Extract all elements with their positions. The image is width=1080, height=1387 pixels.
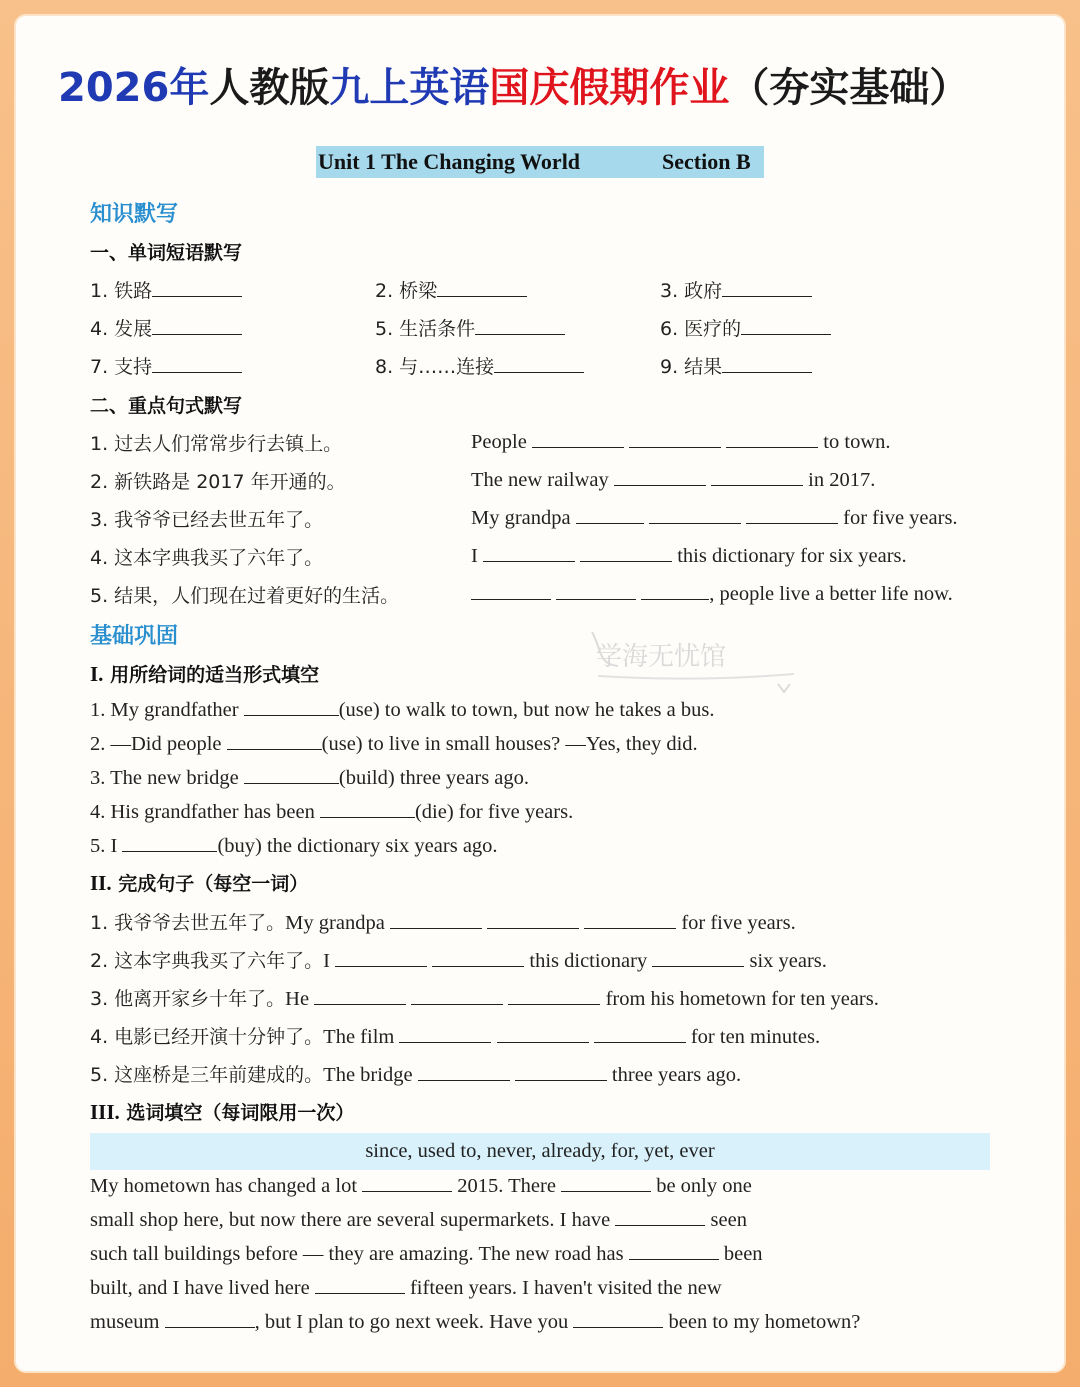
sentence-cn: 1. 过去人们常常步行去镇上。 bbox=[90, 433, 343, 455]
answer-blank[interactable] bbox=[741, 316, 831, 335]
answer-blank[interactable] bbox=[152, 278, 242, 297]
exercise-item: 4. His grandfather has been (die) for five years. bbox=[90, 801, 574, 823]
sentence-cn: 2. 新铁路是 2017 年开通的。 bbox=[90, 471, 346, 493]
sentence-en: I this dictionary for six years. bbox=[471, 545, 907, 567]
answer-blank[interactable] bbox=[314, 986, 406, 1005]
title-note: （夯实基础） bbox=[729, 65, 970, 111]
exercise-item: 3. 他离开家乡十年了。He from his hometown for ten years. bbox=[90, 988, 879, 1010]
vocab-item: 3. 政府 bbox=[660, 276, 812, 303]
sentence-en: The new railway in 2017. bbox=[471, 469, 876, 491]
answer-blank[interactable] bbox=[615, 1207, 705, 1226]
answer-blank[interactable] bbox=[487, 910, 579, 929]
vocab-item: 4. 发展 bbox=[90, 314, 242, 341]
vocab-item: 9. 结果 bbox=[660, 352, 812, 379]
exercise-item: 2. —Did people (use) to live in small houses? —Yes, they did. bbox=[90, 733, 698, 755]
answer-blank[interactable] bbox=[320, 799, 415, 818]
answer-blank[interactable] bbox=[573, 1309, 663, 1328]
answer-blank[interactable] bbox=[641, 581, 709, 600]
part1-heading: I. 用所给词的适当形式填空 bbox=[90, 662, 320, 686]
answer-blank[interactable] bbox=[315, 1275, 405, 1294]
answer-blank[interactable] bbox=[726, 429, 818, 448]
passage-line: built, and I have lived here fifteen years. I haven't visited the new bbox=[90, 1277, 722, 1299]
passage-line: museum , but I plan to go next week. Have you been to my hometown? bbox=[90, 1311, 861, 1333]
exercise-item: 1. 我爷爷去世五年了。My grandpa for five years. bbox=[90, 912, 796, 934]
vocab-item: 8. 与……连接 bbox=[375, 352, 584, 379]
answer-blank[interactable] bbox=[614, 467, 706, 486]
vocab-item: 2. 桥梁 bbox=[375, 276, 527, 303]
answer-blank[interactable] bbox=[746, 505, 838, 524]
answer-blank[interactable] bbox=[584, 910, 676, 929]
section-heading-knowledge: 知识默写 bbox=[90, 202, 179, 227]
title-homework: 国庆假期作业 bbox=[489, 65, 730, 111]
vocab-item: 1. 铁路 bbox=[90, 276, 242, 303]
answer-blank[interactable] bbox=[722, 278, 812, 297]
sentences-heading: 二、重点句式默写 bbox=[90, 395, 243, 417]
title-subject: 九上英语 bbox=[329, 65, 490, 111]
worksheet-title bbox=[58, 56, 969, 113]
sentence-en: , people live a better life now. bbox=[471, 581, 953, 606]
passage-line: such tall buildings before — they are amazing. The new road has been bbox=[90, 1243, 763, 1265]
answer-blank[interactable] bbox=[556, 581, 636, 600]
title-edition: 人教版 bbox=[209, 65, 330, 111]
answer-blank[interactable] bbox=[418, 1062, 510, 1081]
answer-blank[interactable] bbox=[244, 697, 339, 716]
answer-blank[interactable] bbox=[227, 731, 322, 750]
answer-blank[interactable] bbox=[335, 948, 427, 967]
answer-blank[interactable] bbox=[508, 986, 600, 1005]
answer-blank[interactable] bbox=[580, 543, 672, 562]
sentence-cn: 3. 我爷爷已经去世五年了。 bbox=[90, 509, 324, 531]
section-label: Section B bbox=[662, 149, 751, 174]
word-bank: since, used to, never, already, for, yet, ever bbox=[90, 1133, 990, 1170]
exercise-item: 1. My grandfather (use) to walk to town, but now he takes a bus. bbox=[90, 699, 715, 721]
sentence-cn: 4. 这本字典我买了六年了。 bbox=[90, 547, 324, 569]
answer-blank[interactable] bbox=[629, 429, 721, 448]
answer-blank[interactable] bbox=[722, 354, 812, 373]
answer-blank[interactable] bbox=[483, 543, 575, 562]
answer-blank[interactable] bbox=[594, 1024, 686, 1043]
part2-heading: II. 完成句子（每空一词） bbox=[90, 871, 309, 895]
section-heading-basic: 基础巩固 bbox=[90, 624, 179, 649]
answer-blank[interactable] bbox=[629, 1241, 719, 1260]
answer-blank[interactable] bbox=[652, 948, 744, 967]
answer-blank[interactable] bbox=[561, 1173, 651, 1192]
passage-line: small shop here, but now there are several supermarkets. I have seen bbox=[90, 1209, 747, 1231]
vocab-item: 6. 医疗的 bbox=[660, 314, 831, 341]
answer-blank[interactable] bbox=[122, 833, 217, 852]
answer-blank[interactable] bbox=[576, 505, 644, 524]
answer-blank[interactable] bbox=[494, 354, 584, 373]
answer-blank[interactable] bbox=[497, 1024, 589, 1043]
exercise-item: 5. 这座桥是三年前建成的。The bridge three years ago. bbox=[90, 1064, 742, 1086]
answer-blank[interactable] bbox=[165, 1309, 255, 1328]
answer-blank[interactable] bbox=[711, 467, 803, 486]
answer-blank[interactable] bbox=[532, 429, 624, 448]
answer-blank[interactable] bbox=[475, 316, 565, 335]
answer-blank[interactable] bbox=[390, 910, 482, 929]
exercise-item: 3. The new bridge (build) three years ago. bbox=[90, 767, 530, 789]
answer-blank[interactable] bbox=[244, 765, 339, 784]
sentence-cn: 5. 结果，人们现在过着更好的生活。 bbox=[90, 585, 400, 607]
answer-blank[interactable] bbox=[437, 278, 527, 297]
vocab-item: 7. 支持 bbox=[90, 352, 242, 379]
exercise-item: 5. I (buy) the dictionary six years ago. bbox=[90, 835, 498, 857]
vocab-heading: 一、单词短语默写 bbox=[90, 242, 243, 264]
passage-line: My hometown has changed a lot 2015. There be only one bbox=[90, 1175, 752, 1197]
answer-blank[interactable] bbox=[362, 1173, 452, 1192]
vocab-item: 5. 生活条件 bbox=[375, 314, 565, 341]
sentence-en: People to town. bbox=[471, 431, 891, 453]
unit-banner bbox=[316, 146, 764, 178]
answer-blank[interactable] bbox=[515, 1062, 607, 1081]
answer-blank[interactable] bbox=[399, 1024, 491, 1043]
exercise-item: 4. 电影已经开演十分钟了。The film for ten minutes. bbox=[90, 1026, 821, 1048]
answer-blank[interactable] bbox=[152, 354, 242, 373]
answer-blank[interactable] bbox=[152, 316, 242, 335]
answer-blank[interactable] bbox=[471, 581, 551, 600]
part3-heading: III. 选词填空（每词限用一次） bbox=[90, 1100, 355, 1124]
answer-blank[interactable] bbox=[432, 948, 524, 967]
answer-blank[interactable] bbox=[411, 986, 503, 1005]
watermark-text: 学海无忧馆 bbox=[596, 642, 727, 672]
answer-blank[interactable] bbox=[649, 505, 741, 524]
unit-label: Unit 1 The Changing World bbox=[318, 149, 581, 174]
title-year: 2026年 bbox=[58, 65, 210, 111]
sentence-en: My grandpa for five years. bbox=[471, 507, 958, 529]
exercise-item: 2. 这本字典我买了六年了。I this dictionary six years. bbox=[90, 950, 827, 972]
